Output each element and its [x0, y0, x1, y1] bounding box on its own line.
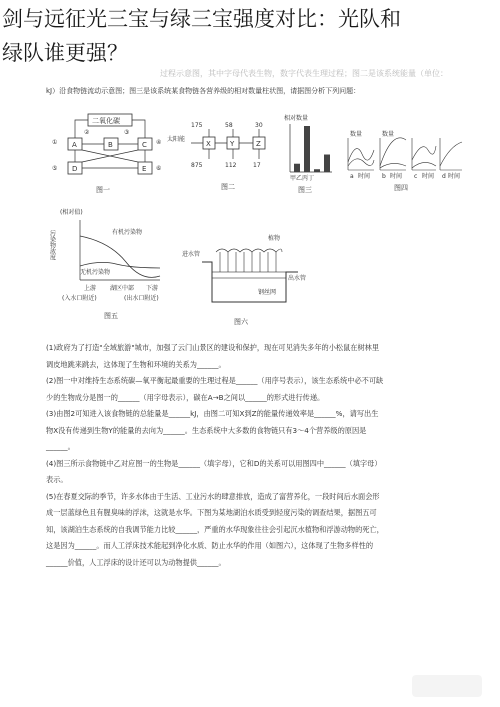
fig2-bottom-1: 875: [191, 162, 203, 169]
title-line-1: 剑与远征光三宝与绿三宝强度对比：光队和: [2, 7, 401, 31]
intro-text: kJ）沿食物链流动示意图；图三是该系统某食物链各营养级的相对数量柱状图，请据图分析下列问题：: [46, 87, 361, 95]
fig1-num-5: ⑤: [52, 165, 58, 172]
question-line: 表示。: [46, 475, 68, 484]
fig3-bar-甲: [294, 164, 300, 172]
fig2-bottom-2: 112: [225, 162, 237, 169]
fig1-co2-label: 二氧化碳: [92, 117, 120, 125]
fig5-x-sub-2: (出水口附近): [124, 295, 159, 302]
fig4-caption: 图四: [394, 184, 408, 192]
question-line: (3)由图2可知进入该食物链的总能量是______kJ，由图二可知X到Z的能量传递效率是______%，请写出生: [46, 409, 379, 418]
fig4-ylabel-a: 数量: [350, 131, 363, 138]
title-line-2: 绿队谁更强？: [2, 41, 128, 65]
fig2-bottom-3: 17: [253, 162, 261, 169]
fig4-panel-b: b: [382, 173, 386, 180]
fig5-ylabel: (相对值): [60, 209, 83, 216]
fig4-xlabel-a: 时间: [358, 173, 371, 180]
fig1-num-6: ⑥: [156, 165, 162, 172]
figure-4: [338, 110, 464, 196]
question-line: (4)图三所示食物链中乙对应图一的生物是______（填字母），它和D的关系可以用图四中______（填字母）: [46, 458, 382, 468]
question-list: [46, 340, 466, 571]
fig5-curve-2: 无机污染物: [80, 269, 111, 276]
fig5-x-upstream: 上游: [84, 285, 97, 292]
fig1-node-e: E: [142, 165, 147, 173]
fig2-sun-label: 太阳能: [167, 136, 186, 143]
fig2-top-1: 175: [191, 122, 203, 129]
fig1-node-a: A: [72, 141, 77, 149]
question-line: (2)图一中对维持生态系统碳—氧平衡起最重要的生理过程是______（用序号表示），该生态系统中必不可缺: [46, 376, 384, 385]
fig6-caption: 图六: [234, 318, 248, 326]
fig2-top-2: 58: [225, 122, 233, 129]
fig4-panel-a: a: [350, 173, 354, 180]
fig6-inlet-label: 进水管: [182, 251, 201, 258]
fig3-bar-丁: [324, 155, 330, 172]
fig4-panel-c: c: [414, 173, 418, 180]
fig5-caption: 图五: [104, 312, 118, 320]
fig3-xlabel: 甲乙丙丁: [290, 175, 315, 182]
fig3-bar-丙: [314, 169, 320, 172]
fig3-caption: 图三: [298, 186, 312, 194]
fig2-caption: 图二: [221, 183, 235, 191]
fig4-xlabel-d: 时间: [448, 173, 461, 180]
fig1-node-d: D: [72, 165, 78, 173]
question-line: 这是因为______。而人工浮床技术能起到净化水质、防止水华的作用（如图六），这体现了生物多样性的: [46, 541, 374, 550]
fig4-ylabel-b: 数量: [382, 131, 395, 138]
fig1-num-3: ③: [124, 129, 130, 136]
fig4-xlabel-b: 时间: [390, 173, 403, 180]
question-line: ______价值，人工浮床的设计还可以为动物提供______。: [46, 557, 226, 567]
question-line: 知，该湖泊生态系统的自我调节能力比较______，严重的水华现象往往会引起沉水植物和浮游动物的死亡，: [46, 524, 384, 534]
fig2-top-3: 30: [255, 122, 263, 129]
figure-5: [50, 206, 180, 326]
figure-1: [48, 110, 168, 198]
fig3-ylabel: 相对数量: [284, 115, 309, 122]
watermark-logo: [412, 675, 482, 697]
fig1-node-b: B: [108, 141, 113, 149]
fig1-num-2: ②: [84, 129, 90, 136]
question-line: ______。: [46, 442, 75, 451]
question-line: 成一层蓝绿色且有腥臭味的浮沫，这就是水华。下图为某地湖泊水质受到轻度污染的调查结果，据图五可: [46, 508, 377, 517]
question-line: 物X没有传递到生物Y的能量的去向为______。生态系统中大多数的食物链只有3～4个营养级的原因是: [46, 425, 367, 435]
fig5-yaxis-text: 污染物浓度: [48, 230, 56, 260]
fig1-num-1: ①: [52, 139, 58, 146]
fig2-node-z: Z: [256, 140, 261, 148]
fig5-x-sub-1: (入水口附近): [62, 295, 97, 302]
faded-text: 过程示意图，其中字母代表生物，数字代表生理过程；图二是该系统能量（单位：: [160, 69, 448, 78]
fig1-caption: 图一: [96, 186, 110, 194]
fig4-panel-d: d: [442, 173, 446, 180]
fig6-plant-label: 植物: [268, 235, 281, 242]
fig5-x-downstream: 下游: [146, 285, 159, 292]
figure-3: [282, 112, 338, 196]
fig2-node-x: X: [206, 140, 211, 148]
fig5-x-middle: 湖区中部: [110, 285, 135, 292]
page-title: [2, 2, 498, 70]
fig4-xlabel-c: 时间: [422, 173, 435, 180]
question-line: 调皮地跳来跳去，这体现了生物和环境的关系为______。: [46, 359, 226, 369]
question-line: (5)在春夏交际的季节，许多水体由于生活、工业污水的肆意排放，造成了富营养化，一段时间后水面会形: [46, 491, 380, 501]
figure-6: [182, 232, 312, 332]
fig1-node-c: C: [142, 141, 147, 149]
fig6-net-label: 钢丝网: [258, 289, 277, 296]
fig5-curve-1: 有机污染物: [112, 229, 143, 236]
figure-2: [165, 115, 277, 197]
question-line: (1)政府为了打造"全域旅游"城市，加强了云门山景区的建设和保护，现在可见消失多年的小松鼠在树林里: [46, 343, 380, 352]
fig1-num-4: ④: [156, 139, 162, 146]
question-line: 少的生物成分是图一的______（用字母表示），碳在A→B之间以______的形式进行传递。: [46, 392, 325, 402]
fig6-outlet-label: 出水管: [288, 275, 307, 282]
fig3-bar-乙: [304, 126, 310, 172]
fig2-node-y: Y: [230, 140, 235, 148]
